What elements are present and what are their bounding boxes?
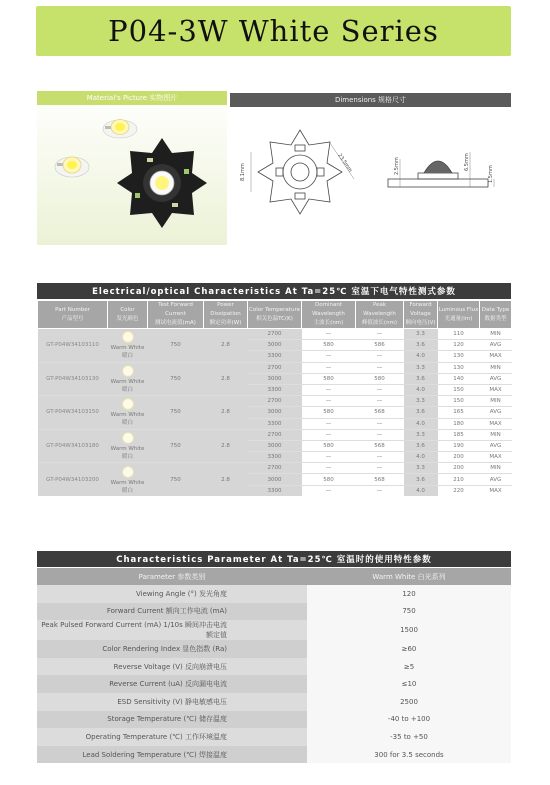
param-label: Forward Current 额向工作电流 (mA) <box>37 603 307 621</box>
th-current: Test Forward Current 测试电流值(mA) <box>148 301 204 329</box>
color-cell <box>108 362 148 396</box>
color-cell <box>108 429 148 463</box>
table-row <box>38 463 512 474</box>
param-value: -35 to +50 <box>307 728 511 746</box>
color-label: Warm White 暖白 <box>110 345 145 360</box>
current-cell: 750 <box>148 463 204 497</box>
param-value: -40 to +100 <box>307 711 511 729</box>
param-row <box>37 658 511 676</box>
luminous-flux-cell: 185 <box>438 429 480 440</box>
peak-wl-cell: — <box>356 463 404 474</box>
led-dot-icon <box>122 365 134 377</box>
luminous-flux-cell: 210 <box>438 474 480 485</box>
peak-wl-cell: — <box>356 485 404 496</box>
color-temp-cell: 3000 <box>248 440 302 451</box>
dimensions-drawing <box>230 107 511 245</box>
luminous-flux-cell: 200 <box>438 463 480 474</box>
material-picture-heading: Material's Picture 实物图片 <box>37 91 227 105</box>
electrical-header-row <box>38 301 512 329</box>
color-temp-cell: 3300 <box>248 351 302 362</box>
param-label: Viewing Angle (°) 发光角度 <box>37 585 307 603</box>
peak-wl-cell: 568 <box>356 474 404 485</box>
color-temp-cell: 3000 <box>248 373 302 384</box>
part-number-cell: GT-P04W34103180 <box>38 429 108 463</box>
dominant-wl-cell: 580 <box>302 373 356 384</box>
color-cell <box>108 463 148 497</box>
params-header-row <box>37 568 511 585</box>
part-number-cell: GT-P04W34103110 <box>38 329 108 363</box>
th-peak-wl: Peak Wavelength 峰值波长(nm) <box>356 301 404 329</box>
dominant-wl-cell: — <box>302 384 356 395</box>
luminous-flux-cell: 190 <box>438 440 480 451</box>
data-type-cell: MAX <box>480 452 512 463</box>
th-forward-voltage: Forward Voltage 顺向电压(V) <box>404 301 438 329</box>
luminous-flux-cell: 165 <box>438 407 480 418</box>
forward-voltage-cell: 3.3 <box>404 362 438 373</box>
star-pcb-icon <box>117 138 207 228</box>
star-outline-icon <box>258 130 342 214</box>
param-label: Color Rendering Index 显色指数 (Ra) <box>37 640 307 658</box>
part-number-cell: GT-P04W34103150 <box>38 396 108 430</box>
dominant-wl-cell: — <box>302 463 356 474</box>
data-type-cell: MAX <box>480 485 512 496</box>
th-data-type: Data Type 数据类型 <box>480 301 512 329</box>
th-dominant-wl: Dominant Wavelength 主波长(nm) <box>302 301 356 329</box>
dominant-wl-cell: — <box>302 396 356 407</box>
luminous-flux-cell: 140 <box>438 373 480 384</box>
luminous-flux-cell: 180 <box>438 418 480 429</box>
param-row <box>37 620 511 640</box>
page-title: P04-3W White Series <box>108 14 439 48</box>
peak-wl-cell: — <box>356 418 404 429</box>
luminous-flux-cell: 220 <box>438 485 480 496</box>
data-type-cell: AVG <box>480 373 512 384</box>
luminous-flux-cell: 110 <box>438 329 480 340</box>
peak-wl-cell: — <box>356 384 404 395</box>
param-value: ≥60 <box>307 640 511 658</box>
param-row <box>37 746 511 764</box>
dominant-wl-cell: — <box>302 329 356 340</box>
power-cell: 2.8 <box>204 329 248 363</box>
th-part-number: Part Number 产品型号 <box>38 301 108 329</box>
color-temp-cell: 2700 <box>248 429 302 440</box>
top-panel <box>37 91 511 246</box>
dominant-wl-cell: 580 <box>302 407 356 418</box>
forward-voltage-cell: 4.0 <box>404 418 438 429</box>
param-value: 750 <box>307 603 511 621</box>
param-row <box>37 728 511 746</box>
data-type-cell: MIN <box>480 329 512 340</box>
param-value: ≥5 <box>307 658 511 676</box>
param-label: Operating Temperature (℃) 工作环境温度 <box>37 728 307 746</box>
param-label: Reverse Voltage (V) 反向崩溃电压 <box>37 658 307 676</box>
led-dot-icon <box>122 331 134 343</box>
title-banner <box>36 6 511 56</box>
color-cell <box>108 396 148 430</box>
dominant-wl-cell: — <box>302 418 356 429</box>
dominant-wl-cell: 580 <box>302 440 356 451</box>
led-dot-icon <box>122 466 134 478</box>
peak-wl-cell: — <box>356 351 404 362</box>
dim-total: 6.5mm <box>464 153 470 171</box>
peak-wl-cell: 568 <box>356 407 404 418</box>
color-temp-cell: 2700 <box>248 396 302 407</box>
dominant-wl-cell: — <box>302 452 356 463</box>
color-label: Warm White 暖白 <box>110 412 145 427</box>
data-type-cell: MAX <box>480 418 512 429</box>
param-row <box>37 711 511 729</box>
th-color-temp: Color Temperature 相关色温TC(K) <box>248 301 302 329</box>
dominant-wl-cell: 580 <box>302 340 356 351</box>
param-value: 1500 <box>307 620 511 640</box>
params-table <box>37 568 511 763</box>
peak-wl-cell: 586 <box>356 340 404 351</box>
color-temp-cell: 2700 <box>248 329 302 340</box>
color-temp-cell: 2700 <box>248 463 302 474</box>
forward-voltage-cell: 3.3 <box>404 329 438 340</box>
side-view-icon <box>388 161 488 187</box>
param-row <box>37 640 511 658</box>
forward-voltage-cell: 4.0 <box>404 452 438 463</box>
forward-voltage-cell: 4.0 <box>404 351 438 362</box>
dominant-wl-cell: — <box>302 362 356 373</box>
param-label: Peak Pulsed Forward Current (mA) 1/10s 瞬间冲击电流额定值 <box>37 620 307 640</box>
th-luminous-flux: Luminous Flux 光通量(lm) <box>438 301 480 329</box>
luminous-flux-cell: 130 <box>438 362 480 373</box>
params-heading: Characteristics Parameter At Ta=25℃ 室温时的使用特性参数 <box>37 551 511 567</box>
power-cell: 2.8 <box>204 362 248 396</box>
th-warm-white: Warm White 白光系列 <box>307 568 511 585</box>
param-row <box>37 693 511 711</box>
forward-voltage-cell: 3.3 <box>404 396 438 407</box>
param-label: Reverse Current (uA) 反向漏电电流 <box>37 675 307 693</box>
dim-dome: 2.5mm <box>394 157 400 175</box>
color-temp-cell: 3000 <box>248 474 302 485</box>
color-temp-cell: 3300 <box>248 418 302 429</box>
dim-height: 8.1mm <box>240 163 246 181</box>
color-cell <box>108 329 148 363</box>
forward-voltage-cell: 3.6 <box>404 407 438 418</box>
dominant-wl-cell: — <box>302 429 356 440</box>
th-power: Power Dissipation 额定功率(W) <box>204 301 248 329</box>
forward-voltage-cell: 4.0 <box>404 485 438 496</box>
dim-diameter: 23.5mm <box>336 152 353 174</box>
current-cell: 750 <box>148 329 204 363</box>
param-label: Storage Temperature (℃) 储存温度 <box>37 711 307 729</box>
forward-voltage-cell: 3.3 <box>404 463 438 474</box>
part-number-cell: GT-P04W34103200 <box>38 463 108 497</box>
th-parameter: Parameter 参数类别 <box>37 568 307 585</box>
color-label: Warm White 暖白 <box>110 445 145 460</box>
data-type-cell: AVG <box>480 340 512 351</box>
param-row <box>37 585 511 603</box>
peak-wl-cell: 568 <box>356 440 404 451</box>
param-row <box>37 603 511 621</box>
luminous-flux-cell: 200 <box>438 452 480 463</box>
power-cell: 2.8 <box>204 396 248 430</box>
part-number-cell: GT-P04W34103130 <box>38 362 108 396</box>
forward-voltage-cell: 3.6 <box>404 340 438 351</box>
data-type-cell: MIN <box>480 396 512 407</box>
dominant-wl-cell: — <box>302 351 356 362</box>
electrical-table <box>37 300 512 496</box>
color-temp-cell: 3300 <box>248 452 302 463</box>
data-type-cell: MIN <box>480 463 512 474</box>
peak-wl-cell: — <box>356 362 404 373</box>
param-label: ESD Sensitivity (V) 静电敏感电压 <box>37 693 307 711</box>
peak-wl-cell: — <box>356 396 404 407</box>
current-cell: 750 <box>148 396 204 430</box>
data-type-cell: MAX <box>480 384 512 395</box>
peak-wl-cell: — <box>356 452 404 463</box>
param-row <box>37 675 511 693</box>
peak-wl-cell: — <box>356 329 404 340</box>
param-value: ≤10 <box>307 675 511 693</box>
data-type-cell: MIN <box>480 362 512 373</box>
th-color: Color 发光颜色 <box>108 301 148 329</box>
led-dot-icon <box>122 398 134 410</box>
param-value: 2500 <box>307 693 511 711</box>
luminous-flux-cell: 150 <box>438 384 480 395</box>
luminous-flux-cell: 120 <box>438 340 480 351</box>
table-row <box>38 429 512 440</box>
data-type-cell: AVG <box>480 440 512 451</box>
power-cell: 2.8 <box>204 463 248 497</box>
color-label: Warm White 暖白 <box>110 378 145 393</box>
color-temp-cell: 3300 <box>248 485 302 496</box>
color-temp-cell: 3000 <box>248 407 302 418</box>
table-row <box>38 396 512 407</box>
current-cell: 750 <box>148 362 204 396</box>
data-type-cell: AVG <box>480 407 512 418</box>
data-type-cell: MAX <box>480 351 512 362</box>
data-type-cell: MIN <box>480 429 512 440</box>
dim-board: 1.5mm <box>488 165 494 183</box>
power-cell: 2.8 <box>204 429 248 463</box>
forward-voltage-cell: 4.0 <box>404 384 438 395</box>
data-type-cell: AVG <box>480 474 512 485</box>
color-temp-cell: 2700 <box>248 362 302 373</box>
peak-wl-cell: 580 <box>356 373 404 384</box>
param-value: 120 <box>307 585 511 603</box>
param-value: 300 for 3.5 seconds <box>307 746 511 764</box>
forward-voltage-cell: 3.6 <box>404 373 438 384</box>
table-row <box>38 362 512 373</box>
led-emitter-icon <box>55 157 89 177</box>
led-dot-icon <box>122 432 134 444</box>
color-temp-cell: 3000 <box>248 340 302 351</box>
led-emitter-icon <box>103 120 137 139</box>
current-cell: 750 <box>148 429 204 463</box>
color-temp-cell: 3300 <box>248 384 302 395</box>
table-row <box>38 329 512 340</box>
dominant-wl-cell: — <box>302 485 356 496</box>
luminous-flux-cell: 150 <box>438 396 480 407</box>
color-label: Warm White 暖白 <box>110 479 145 494</box>
dominant-wl-cell: 580 <box>302 474 356 485</box>
material-picture <box>37 105 227 245</box>
electrical-heading: Electrical/optical Characteristics At Ta=25℃ 室温下电气特性测式参数 <box>37 283 511 299</box>
dimensions-heading: Dimensions 规格尺寸 <box>230 93 511 107</box>
forward-voltage-cell: 3.3 <box>404 429 438 440</box>
forward-voltage-cell: 3.6 <box>404 440 438 451</box>
peak-wl-cell: — <box>356 429 404 440</box>
forward-voltage-cell: 3.6 <box>404 474 438 485</box>
luminous-flux-cell: 130 <box>438 351 480 362</box>
param-label: Lead Soldering Temperature (℃) 焊接温度 <box>37 746 307 764</box>
